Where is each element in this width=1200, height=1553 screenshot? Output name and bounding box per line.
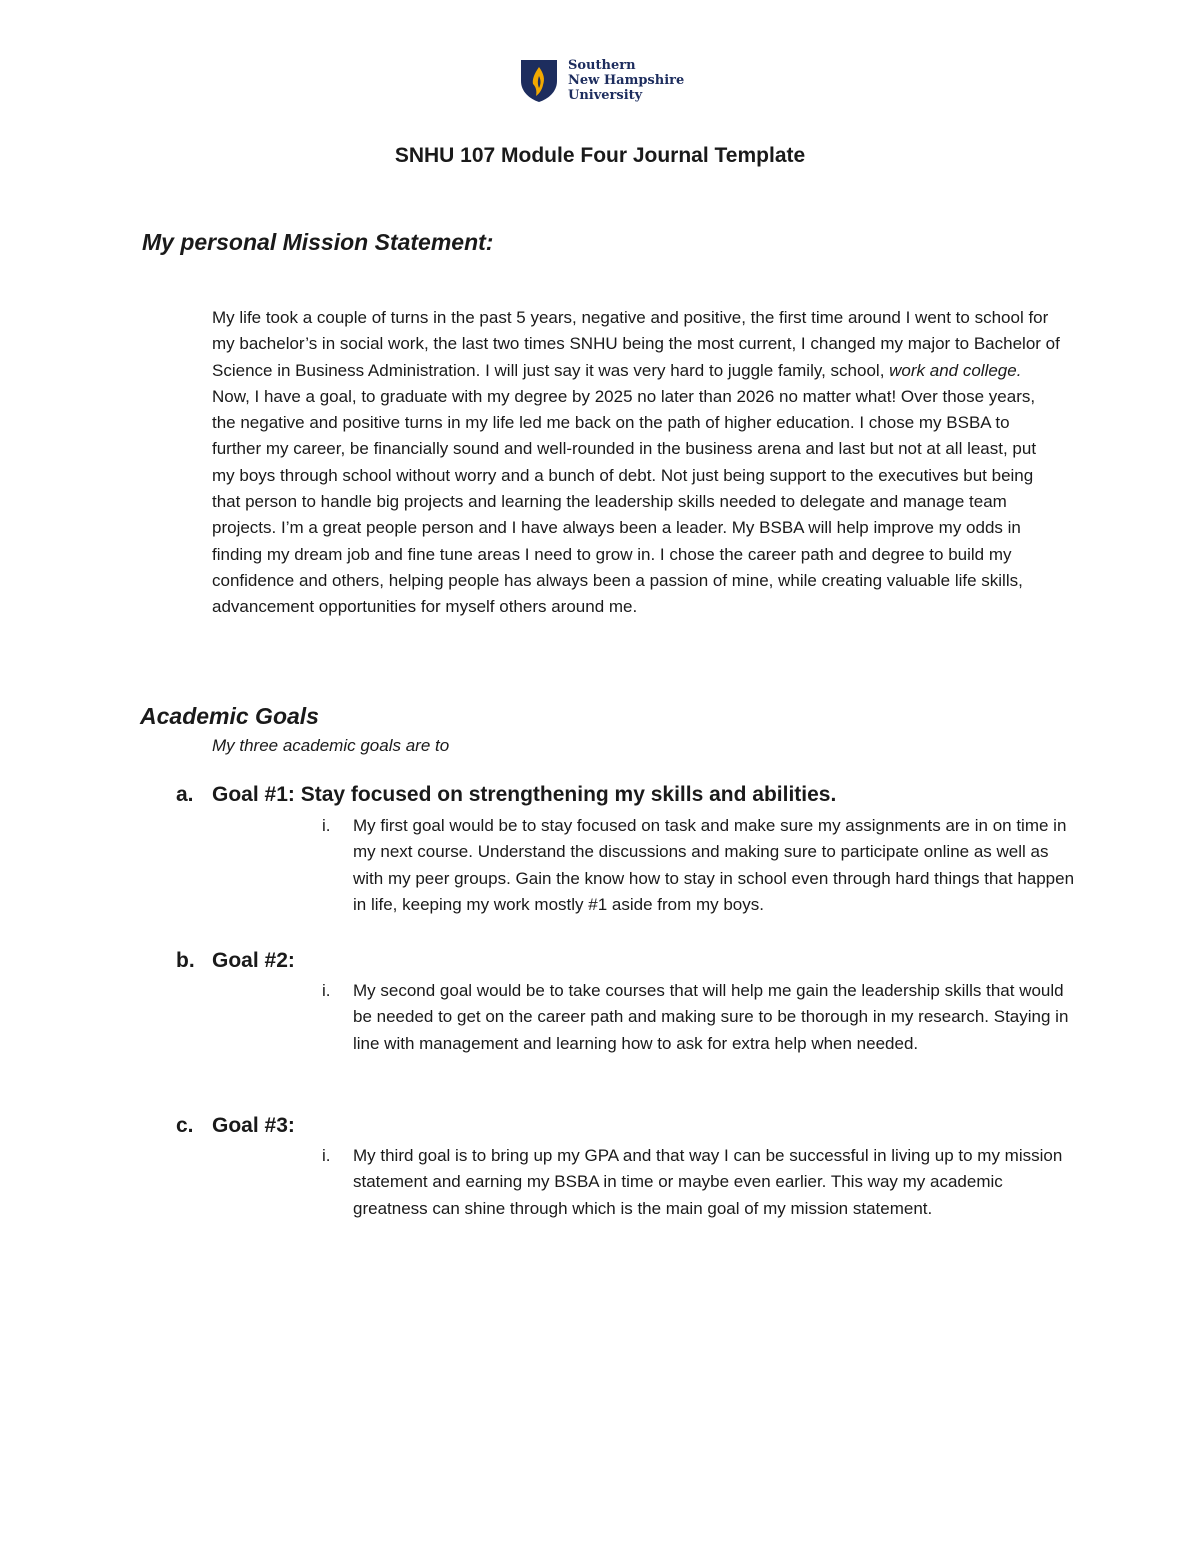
mission-heading: My personal Mission Statement: bbox=[142, 229, 494, 255]
flame-shield-icon bbox=[520, 59, 558, 103]
logo-line-3: University bbox=[568, 88, 643, 103]
academic-goals-heading: Academic Goals bbox=[140, 703, 319, 729]
goal-2-heading bbox=[176, 947, 295, 975]
goal-3-title: Goal #3: bbox=[212, 1114, 295, 1137]
goal-3-sub-marker: i. bbox=[322, 1146, 331, 1165]
goal-3-heading bbox=[176, 1112, 295, 1140]
goal-1-sub-marker: i. bbox=[322, 816, 331, 835]
logo-wordmark bbox=[568, 58, 684, 103]
goal-2-sub-marker: i. bbox=[322, 981, 331, 1000]
goal-3-text: My third goal is to bring up my GPA and that way I can be successful in living up to my mission statement and earning my BSBA in time or maybe even earlier. This way my academic greatness can shine through which is the main goal of my mission statement. bbox=[353, 1146, 1063, 1218]
goal-1-text: My first goal would be to stay focused on task and make sure my assignments are in on time in my next course. Understand the discussions and making sure to participate online as well as with my peer groups. Gain the know how to stay in school even through hard things that happen in life, keeping my work mostly #1 aside from my boys. bbox=[353, 816, 1075, 914]
mission-text-part2: Now, I have a goal, to graduate with my degree by 2025 no later than 2026 no matter what! Over those years, the negative and positive turns in my life led me back on the path of higher education. I chose my BSBA to further my career, be financially sound and well-rounded in the business arena and last but not at all least, put my boys through school without worry and a bunch of debt. Not just being support to the executives but being that person to handle big projects and learning the leadership skills needed to delegate and manage team projects. I’m a great people person and I have always been a leader. My BSBA will help improve my odds in finding my dream job and fine tune areas I need to grow in. I chose the career path and degree to build my confidence and others, helping people has always been a passion of mine, while creating valuable life skills, advancement opportunities for myself others around me. bbox=[212, 386, 1037, 617]
goal-3-detail bbox=[322, 1143, 1082, 1222]
logo-line-2: New Hampshire bbox=[568, 73, 685, 88]
mission-text-part1: My life took a couple of turns in the past 5 years, negative and positive, the first time around I went to school for my bachelor’s in social work, the last two times SNHU being the most current, I changed my major to Bachelor of Science in Business Administration. I will just say it was very hard to juggle family, school, bbox=[212, 308, 1060, 380]
goal-2-detail bbox=[322, 978, 1082, 1057]
goal-2-title: Goal #2: bbox=[212, 949, 295, 972]
goal-2-text: My second goal would be to take courses that will help me gain the leadership skills that would be needed to get on the career path and making sure to be thorough in my research. Staying in line with management and learning how to ask for extra help when needed. bbox=[353, 981, 1069, 1053]
goal-1-heading bbox=[176, 781, 836, 809]
goal-1-title: Goal #1: Stay focused on strengthening my skills and abilities. bbox=[212, 783, 837, 806]
mission-statement bbox=[212, 305, 1062, 621]
goal-3-marker: c. bbox=[176, 1114, 194, 1137]
mission-text-italic: work and college. bbox=[889, 360, 1022, 380]
goal-1-marker: a. bbox=[176, 783, 194, 806]
academic-goals-intro: My three academic goals are to bbox=[212, 736, 450, 755]
document-title: SNHU 107 Module Four Journal Template bbox=[394, 144, 806, 167]
goal-1-detail bbox=[322, 813, 1082, 918]
goal-2-marker: b. bbox=[176, 949, 195, 972]
university-logo bbox=[520, 58, 684, 103]
logo-line-1: Southern bbox=[568, 58, 636, 73]
